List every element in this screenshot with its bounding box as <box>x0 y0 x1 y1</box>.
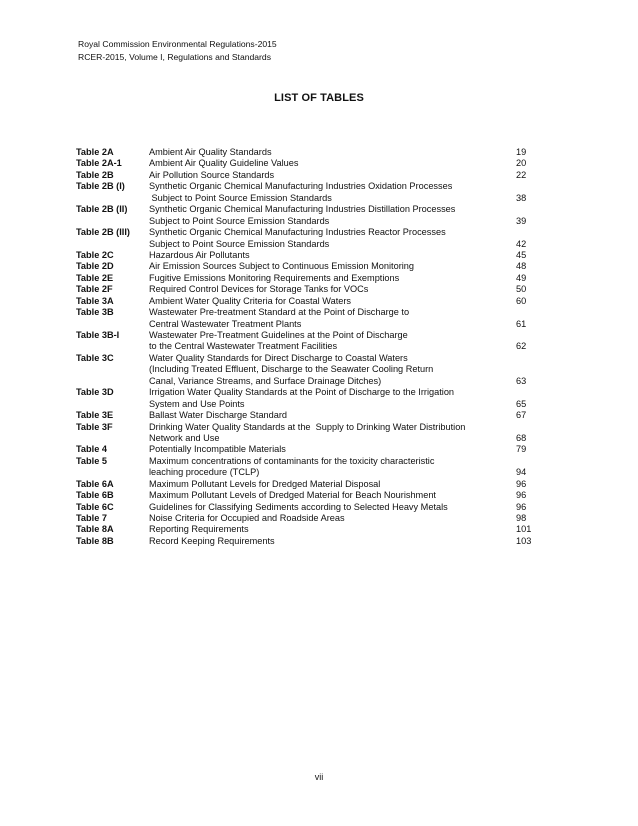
toc-line <box>76 158 546 169</box>
toc-line <box>76 341 546 352</box>
table-title: Noise Criteria for Occupied and Roadside Areas <box>149 513 345 523</box>
table-title: Subject to Point Source Emission Standards <box>149 238 330 249</box>
page-ref: 63 <box>516 375 527 386</box>
page-ref: 68 <box>516 432 527 443</box>
table-id: Table 2F <box>76 284 113 295</box>
toc-line <box>76 444 546 455</box>
table-title: Fugitive Emissions Monitoring Requirements and Exemptions <box>149 272 400 283</box>
toc-line <box>76 261 546 272</box>
toc-line <box>76 273 546 284</box>
page-ref: 94 <box>516 467 527 478</box>
table-id: Table 2B (II) <box>76 204 128 215</box>
page-ref: 50 <box>516 284 527 295</box>
toc-line <box>76 387 546 398</box>
page-ref: 22 <box>516 169 527 180</box>
page-ref: 49 <box>516 272 527 283</box>
table-title: Central Wastewater Treatment Plants <box>149 318 302 329</box>
toc-line <box>76 467 546 478</box>
table-title: Ambient Water Quality Criteria for Coastal Waters <box>149 295 352 306</box>
table-title: (Including Treated Effluent, Discharge to the Seawater Cooling Return <box>149 364 434 375</box>
table-title: leaching procedure (TCLP) <box>149 467 260 478</box>
table-title: to the Central Wastewater Treatment Facilities <box>149 341 338 352</box>
list-of-tables <box>76 147 546 547</box>
table-id: Table 2B (III) <box>76 227 130 238</box>
page-ref: 61 <box>516 318 527 329</box>
page-ref: 60 <box>516 295 527 306</box>
table-title: Required Control Devices for Storage Tanks for VOCs <box>149 284 369 295</box>
toc-line <box>76 307 546 318</box>
page-ref: 96 <box>516 501 527 512</box>
table-id: Table 4 <box>76 444 107 455</box>
toc-line <box>76 479 546 490</box>
toc-line <box>76 502 546 513</box>
toc-line <box>76 353 546 364</box>
header-line-1: Royal Commission Environmental Regulations-2015 <box>78 39 277 49</box>
table-title: Wastewater Pre-Treatment Guidelines at the Point of Discharge <box>149 330 408 340</box>
table-title: Ballast Water Discharge Standard <box>149 410 288 421</box>
table-id: Table 5 <box>76 455 107 466</box>
table-id: Table 6A <box>76 478 114 489</box>
table-id: Table 2B <box>76 169 114 180</box>
page-ref: 48 <box>516 261 527 272</box>
table-id: Table 2C <box>76 249 114 260</box>
page-ref: 62 <box>516 341 527 352</box>
toc-line <box>76 170 546 181</box>
page-ref: 96 <box>516 478 527 489</box>
toc-line <box>76 296 546 307</box>
toc-line <box>76 204 546 215</box>
table-title: Maximum concentrations of contaminants for the toxicity characteristic <box>149 455 435 466</box>
page-ref: 65 <box>516 398 527 409</box>
table-id: Table 2B (I) <box>76 181 125 192</box>
table-id: Table 3C <box>76 352 114 363</box>
toc-line <box>76 399 546 410</box>
table-title: Air Pollution Source Standards <box>149 169 275 180</box>
table-title: Maximum Pollutant Levels of Dredged Material for Beach Nourishment <box>149 490 436 501</box>
page-ref: 20 <box>516 158 527 169</box>
toc-line <box>76 513 546 524</box>
table-title: Reporting Requirements <box>149 524 249 535</box>
toc-line <box>76 376 546 387</box>
page-ref: 38 <box>516 192 527 203</box>
table-title: Hazardous Air Pollutants <box>149 249 250 260</box>
table-id: Table 3A <box>76 295 114 306</box>
page-ref: 67 <box>516 410 527 421</box>
table-title: Ambient Air Quality Guideline Values <box>149 158 299 169</box>
page-ref: 19 <box>516 147 527 157</box>
table-title: System and Use Points <box>149 398 245 409</box>
toc-line <box>76 193 546 204</box>
toc-line <box>76 319 546 330</box>
table-id: Table 2D <box>76 261 114 272</box>
toc-line <box>76 490 546 501</box>
page-ref: 96 <box>516 490 527 501</box>
table-title: Ambient Air Quality Standards <box>149 147 272 157</box>
table-title: Subject to Point Source Emission Standards <box>149 215 330 226</box>
page-ref: 42 <box>516 238 527 249</box>
header-line-2: RCER-2015, Volume I, Regulations and Standards <box>78 51 271 62</box>
table-title: Water Quality Standards for Direct Discharge to Coastal Waters <box>149 352 408 363</box>
page-ref: 39 <box>516 215 527 226</box>
table-title: Guidelines for Classifying Sediments according to Selected Heavy Metals <box>149 501 448 512</box>
table-id: Table 8A <box>76 524 114 535</box>
toc-line <box>76 284 546 295</box>
table-title: Air Emission Sources Subject to Continuous Emission Monitoring <box>149 261 415 272</box>
page-ref: 45 <box>516 249 527 260</box>
page-ref: 103 <box>516 535 532 546</box>
table-title: Potentially Incompatible Materials <box>149 444 286 455</box>
toc-line <box>76 524 546 535</box>
table-title: Wastewater Pre-treatment Standard at the Point of Discharge to <box>149 307 410 318</box>
table-id: Table 7 <box>76 513 107 523</box>
table-id: Table 3D <box>76 387 114 398</box>
toc-line <box>76 364 546 375</box>
toc-line <box>76 227 546 238</box>
toc-line <box>76 216 546 227</box>
toc-line <box>76 330 546 341</box>
page-ref: 98 <box>516 513 527 523</box>
toc-line <box>76 239 546 250</box>
toc-line <box>76 410 546 421</box>
table-id: Table 3E <box>76 410 114 421</box>
table-title: Canal, Variance Streams, and Surface Drainage Ditches) <box>149 375 382 386</box>
table-title: Synthetic Organic Chemical Manufacturing Industries Reactor Processes <box>149 227 446 238</box>
table-id: Table 2A <box>76 147 114 157</box>
table-title: Drinking Water Quality Standards at the Supply to Drinking Water Distribution <box>149 421 466 432</box>
table-title: Synthetic Organic Chemical Manufacturing Industries Oxidation Processes <box>149 181 453 192</box>
page-ref: 101 <box>516 524 532 535</box>
table-id: Table 6B <box>76 490 114 501</box>
toc-line <box>76 181 546 192</box>
toc-line <box>76 147 546 158</box>
table-title: Record Keeping Requirements <box>149 535 275 546</box>
table-id: Table 3F <box>76 421 113 432</box>
table-title: Subject to Point Source Emission Standards <box>149 192 332 203</box>
table-title: Irrigation Water Quality Standards at the Point of Discharge to the Irrigation <box>149 387 455 398</box>
page-header <box>78 38 277 63</box>
toc-line <box>76 433 546 444</box>
toc-line <box>76 456 546 467</box>
table-title: Maximum Pollutant Levels for Dredged Material Disposal <box>149 478 381 489</box>
table-title: Synthetic Organic Chemical Manufacturing Industries Distillation Processes <box>149 204 456 215</box>
table-id: Table 3B-I <box>76 330 120 340</box>
table-id: Table 3B <box>76 307 114 318</box>
table-title: Network and Use <box>149 432 220 443</box>
page-ref: 79 <box>516 444 527 455</box>
table-id: Table 2A-1 <box>76 158 122 169</box>
toc-line <box>76 250 546 261</box>
page-title: LIST OF TABLES <box>274 92 364 104</box>
table-id: Table 2E <box>76 272 114 283</box>
page-number: vii <box>314 772 324 782</box>
table-id: Table 8B <box>76 535 114 546</box>
toc-line <box>76 422 546 433</box>
table-id: Table 6C <box>76 501 114 512</box>
toc-line <box>76 536 546 547</box>
